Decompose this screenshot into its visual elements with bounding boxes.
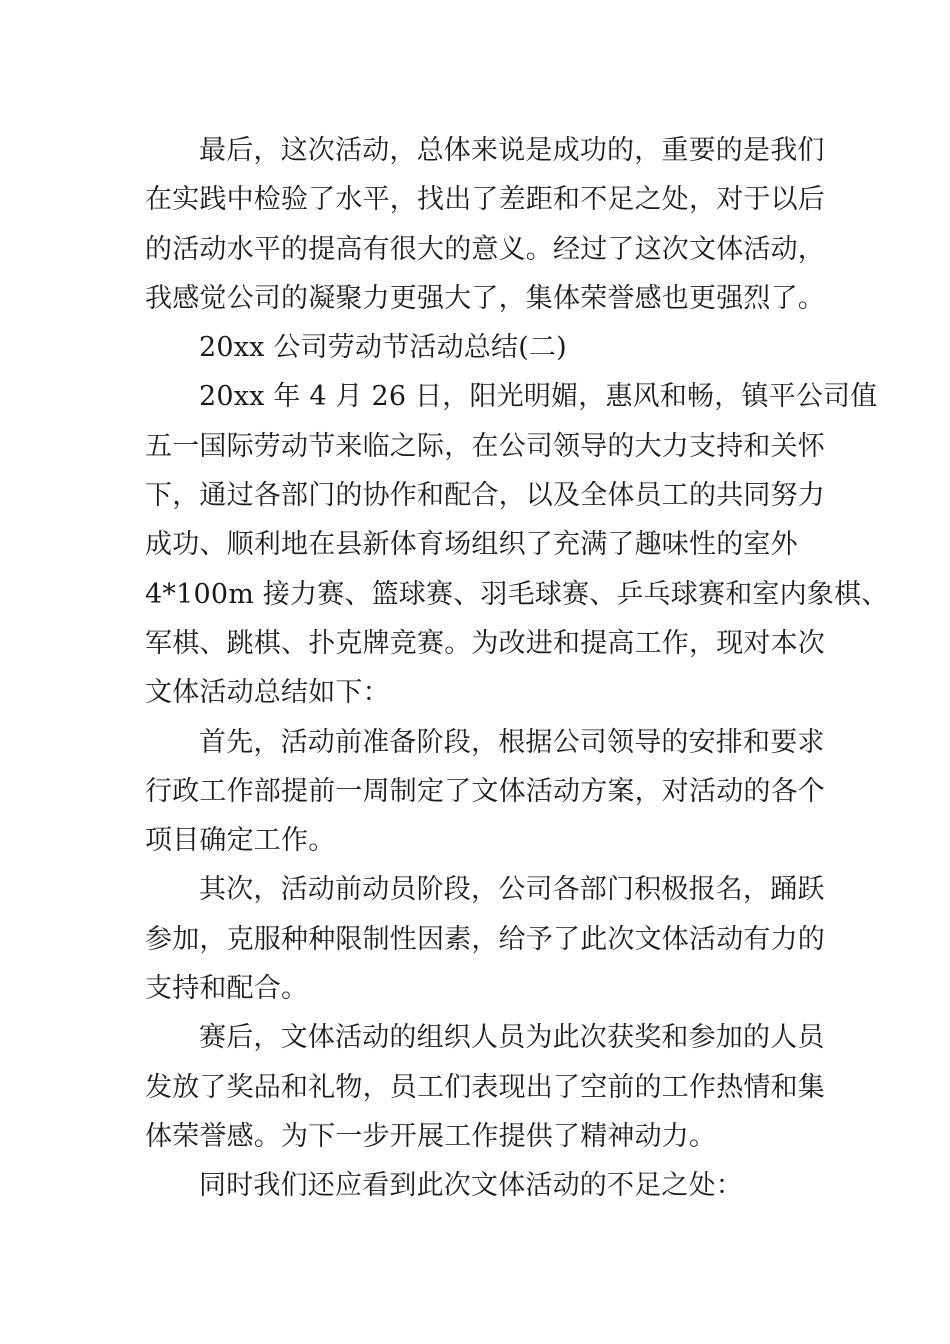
text-line: 文体活动总结如下： [145,677,390,709]
heading-text: 20xx 公司劳动节活动总结(二) [199,332,567,364]
document-body [145,126,889,1211]
text-line: 下，通过各部门的协作和配合，以及全体员工的共同努力 [145,480,825,512]
text-line: 参加，克服种种限制性因素，给予了此次文体活动有力的 [145,923,825,955]
paragraph-conclusion [145,126,835,323]
text-line: 体荣誉感。为下一步开展工作提供了精神动力。 [145,1120,717,1152]
text-line: 同时我们还应看到此次文体活动的不足之处： [199,1170,743,1202]
text-line: 项目确定工作。 [145,825,336,857]
paragraph-after-game [145,1013,835,1161]
text-line: 其次，活动前动员阶段，公司各部门积极报名，踊跃 [199,874,825,906]
text-line: 首先，活动前准备阶段，根据公司领导的安排和要求 [199,726,825,758]
text-line: 发放了奖品和礼物，员工们表现出了空前的工作热情和集 [145,1071,825,1103]
text-line: 支持和配合。 [145,973,309,1005]
text-line: 在实践中检验了水平，找出了差距和不足之处，对于以后 [145,184,825,216]
text-line: 赛后，文体活动的组织人员为此次获奖和参加的人员 [199,1022,825,1054]
paragraph-first [145,718,835,866]
text-line: 4*100m 接力赛、篮球赛、羽毛球赛、乒乓球赛和室内象棋、 [145,578,889,610]
text-line: 我感觉公司的凝聚力更强大了，集体荣誉感也更强烈了。 [145,282,825,314]
section-heading [145,323,835,372]
paragraph-second [145,865,835,1013]
text-line: 行政工作部提前一周制定了文体活动方案，对活动的各个 [145,775,825,807]
text-line: 20xx 年 4 月 26 日，阳光明媚，惠风和畅，镇平公司值 [199,381,878,413]
text-line: 军棋、跳棋、扑克牌竞赛。为改进和提高工作，现对本次 [145,627,825,659]
paragraph-shortcomings [145,1161,835,1210]
paragraph-intro [145,372,889,717]
text-line: 五一国际劳动节来临之际，在公司领导的大力支持和关怀 [145,430,825,462]
text-line: 成功、顺利地在县新体育场组织了充满了趣味性的室外 [145,529,798,561]
text-line: 的活动水平的提高有很大的意义。经过了这次文体活动， [145,233,825,265]
text-line: 最后，这次活动，总体来说是成功的，重要的是我们 [199,135,825,166]
